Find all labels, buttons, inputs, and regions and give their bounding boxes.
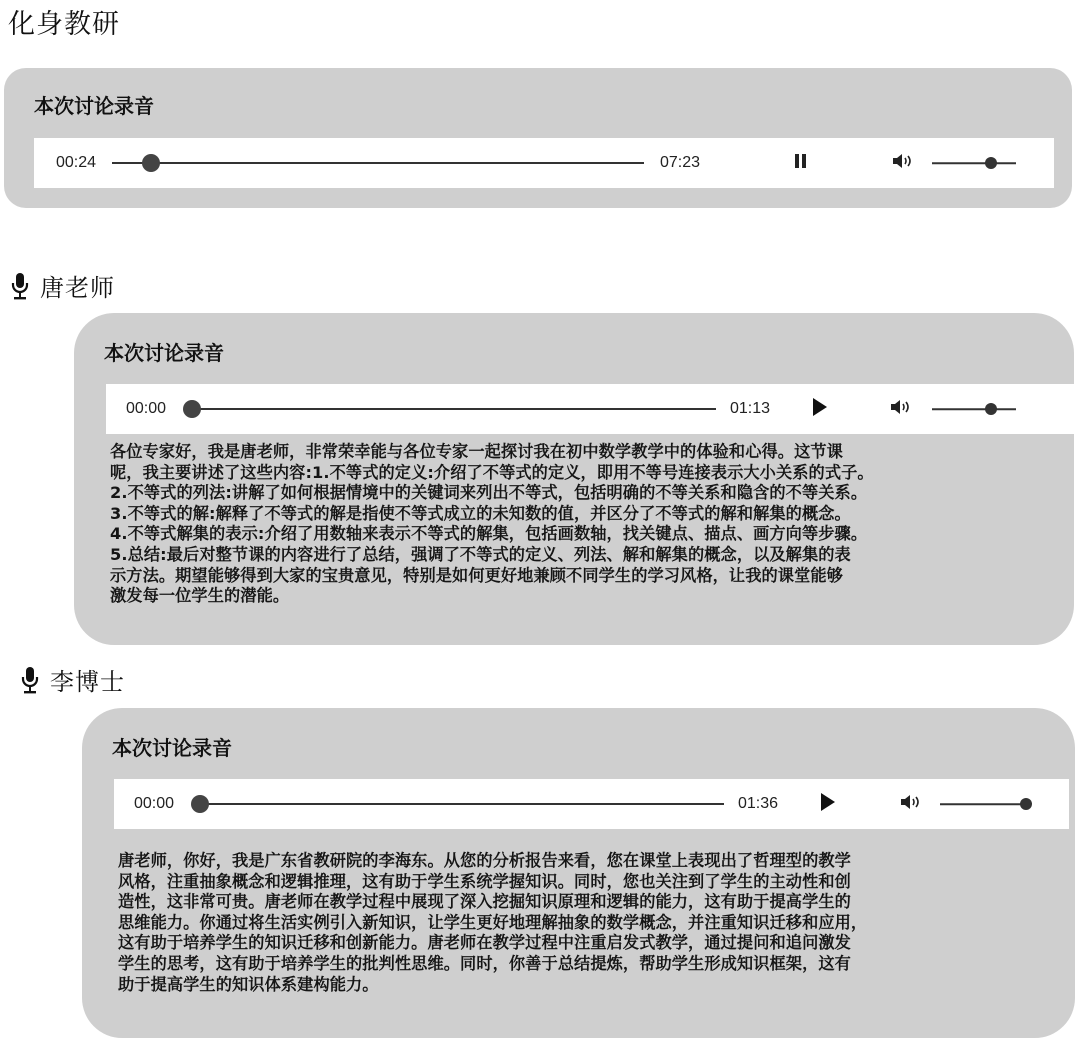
volume-icon[interactable]: [892, 153, 914, 173]
volume-handle[interactable]: [1020, 798, 1032, 810]
audio-player: [106, 384, 1080, 434]
progress-handle[interactable]: [183, 400, 201, 418]
speaker-name: 唐老师: [40, 274, 115, 302]
volume-handle[interactable]: [985, 157, 997, 169]
pause-icon[interactable]: [794, 153, 808, 173]
volume-track[interactable]: [932, 162, 1016, 164]
duration: 01:13: [730, 400, 771, 417]
current-time: 00:00: [126, 400, 167, 417]
volume-icon[interactable]: [900, 794, 922, 814]
progress-handle[interactable]: [191, 795, 209, 813]
card-heading: 本次讨论录音: [112, 736, 232, 760]
current-time: 00:24: [56, 154, 97, 171]
transcript-text: 唐老师，你好，我是广东省教研院的李海东。从您的分析报告来看，您在课堂上表现出了哲理型的教学 风格，注重抽象概念和逻辑推理，这有助于学生系统学握知识。同时，您也关注到了学生的主动性和创 造性，这非常可贵。唐老师在教学过程中展现了深入挖掘知识原理和逻辑的能力，这有助于提高学生的 思维能力。你通过将生活实例引入新知识，让学生更好地理解抽象的数学概念，并注重知识迁移和应用， 这有助于培养学生的知识迁移和创新能力。唐老师在教学过程中注重启发式教学，通过提问和追问激发 学生的思考，这有助于培养学生的批判性思维。同时，你善于总结提炼，帮助学生形成知识框架，这有 助于提高学生的知识体系建构能力。: [118, 851, 868, 994]
current-time: 00:00: [134, 795, 175, 812]
progress-handle[interactable]: [142, 154, 160, 172]
transcript-text: 各位专家好，我是唐老师，非常荣幸能与各位专家一起探讨我在初中数学教学中的体验和心得。这节课 呢，我主要讲述了这些内容:1.不等式的定义:介绍了不等式的定义，即用不等号连接表示大小关系的式子。 2.不等式的列法:讲解了如何根据情境中的关键词来列出不等式，包括明确的不等关系和隐含的不等关系。 3.不等式的解:解释了不等式的解是指使不等式成立的未知数的值，并区分了不等式的解和解集的概念。 4.不等式解集的表示:介绍了用数轴来表示不等式的解集，包括画数轴，找关键点、描点、画方向等步骤。 5.总结:最后对整节课的内容进行了总结，强调了不等式的定义、列法、解和解集的概念，以及解集的表 示方法。期望能够得到大家的宝贵意见，特别是如何更好地兼顾不同学生的学习风格，让我的课堂能够 激发每一位学生的潜能。: [110, 442, 874, 606]
summary-recording-card: [4, 68, 1072, 208]
volume-track[interactable]: [932, 408, 1016, 410]
audio-player: [34, 138, 1054, 188]
progress-track[interactable]: [200, 803, 724, 805]
volume-icon[interactable]: [890, 399, 912, 419]
speaker-label: [10, 268, 115, 303]
speaker-recording-card: [74, 313, 1074, 645]
card-heading: 本次讨论录音: [104, 341, 224, 365]
speaker-name: 李博士: [50, 668, 125, 696]
speaker-label: [20, 662, 125, 697]
progress-track[interactable]: [192, 408, 716, 410]
speaker-recording-card: [82, 708, 1075, 1038]
page-title: 化身教研: [8, 9, 120, 40]
progress-track[interactable]: [112, 162, 644, 164]
microphone-icon: [20, 665, 40, 695]
duration: 07:23: [660, 154, 701, 171]
volume-handle[interactable]: [985, 403, 997, 415]
play-icon[interactable]: [812, 397, 828, 421]
duration: 01:36: [738, 795, 779, 812]
card-heading: 本次讨论录音: [34, 94, 154, 118]
volume-track[interactable]: [940, 803, 1026, 805]
audio-player: [114, 779, 1069, 829]
play-icon[interactable]: [820, 792, 836, 816]
microphone-icon: [10, 271, 30, 301]
